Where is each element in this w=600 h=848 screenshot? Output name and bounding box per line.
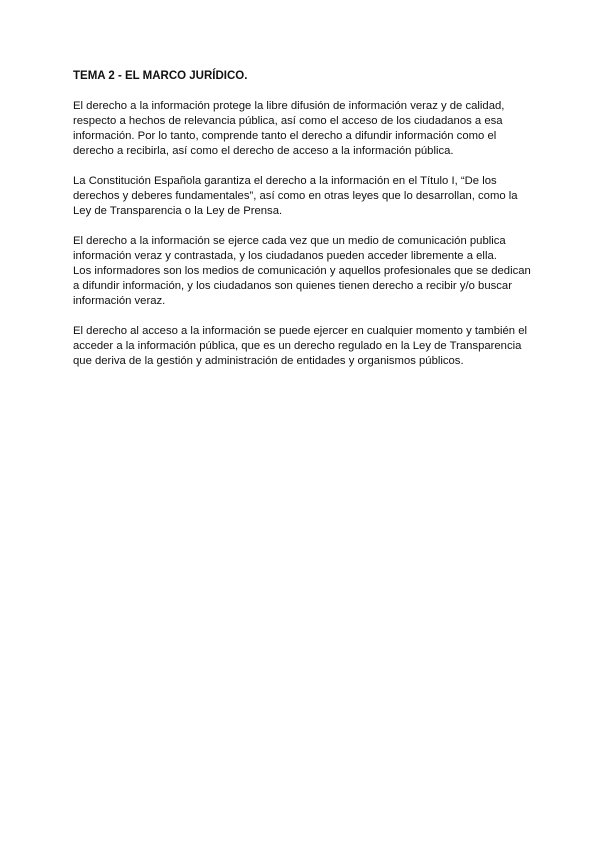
paragraph-line: El derecho a la información se ejerce cada vez que un medio de comunicación publica [73, 235, 506, 247]
document-body [73, 99, 543, 369]
paragraph-line: respecto a hechos de relevancia pública, así como el acceso de los ciudadanos a esa [73, 115, 503, 127]
paragraph-line: El derecho al acceso a la información se puede ejercer en cualquier momento y también el [73, 325, 528, 337]
paragraph-line: información veraz. [73, 295, 166, 307]
paragraph-line: Los informadores son los medios de comunicación y aquellos profesionales que se dedican [73, 265, 531, 277]
paragraph [73, 99, 543, 159]
paragraph-line: Ley de Transparencia o la Ley de Prensa. [73, 205, 283, 217]
paragraph-line: a difundir información, y los ciudadanos son quienes tienen derecho a recibir y/o buscar [73, 280, 512, 292]
paragraph-line: información. Por lo tanto, comprende tanto el derecho a difundir información como el [73, 130, 497, 142]
document-title: TEMA 2 - EL MARCO JURÍDICO. [73, 70, 248, 82]
paragraph-line: El derecho a la información protege la libre difusión de información veraz y de calidad, [73, 100, 505, 112]
paragraph [73, 234, 543, 309]
paragraph-line: información veraz y contrastada, y los ciudadanos pueden acceder libremente a ella. [73, 250, 497, 262]
document-page [73, 69, 543, 384]
paragraph-line: que deriva de la gestión y administración de entidades y organismos públicos. [73, 355, 464, 367]
paragraph [73, 324, 543, 369]
paragraph [73, 174, 543, 219]
paragraph-line: acceder a la información pública, que es un derecho regulado en la Ley de Transparencia [73, 340, 522, 352]
paragraph-line: derechos y deberes fundamentales”, así como en otras leyes que lo desarrollan, como la [73, 190, 518, 202]
paragraph-line: derecho a recibirla, así como el derecho de acceso a la información pública. [73, 145, 454, 157]
paragraph-line: La Constitución Española garantiza el derecho a la información en el Título I, “De los [73, 175, 497, 187]
